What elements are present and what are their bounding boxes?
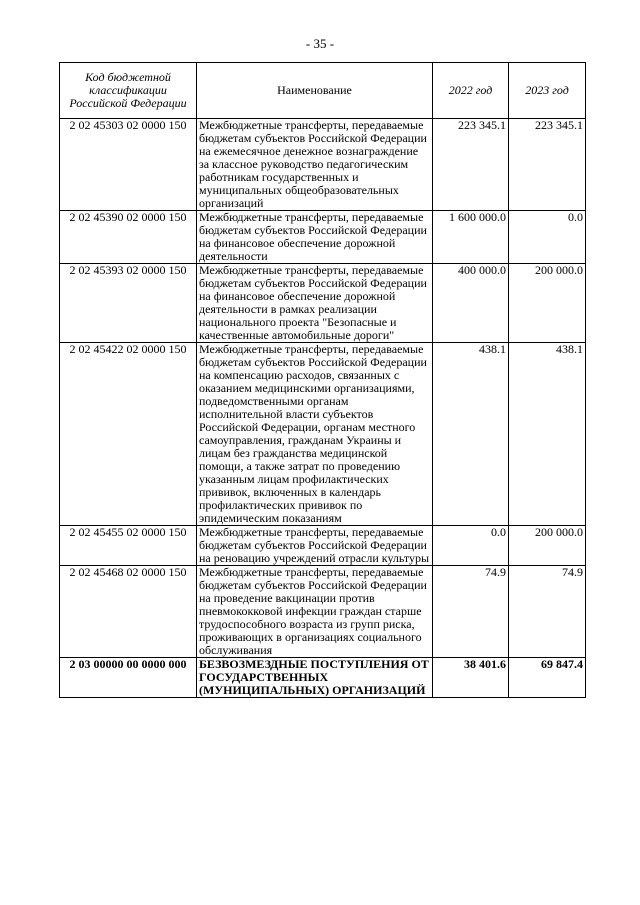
header-code: Код бюджетной классификации Российской Федерации [60, 63, 197, 119]
row-value-2022: 38 401.6 [433, 658, 509, 698]
row-value-2023: 223 345.1 [509, 119, 586, 211]
table-row [60, 211, 586, 264]
table-row [60, 119, 586, 211]
row-code: 2 02 45393 02 0000 150 [60, 264, 197, 343]
header-2022: 2022 год [433, 63, 509, 119]
row-name: Межбюджетные трансферты, передаваемые бюджетам субъектов Российской Федерации на ежемесячное денежное вознаграждение за классное руководство педагогическим работникам государственных и муниципальных общеобразовательных организаций [197, 119, 433, 211]
page-number: - 35 - [305, 36, 335, 51]
row-value-2022: 438.1 [433, 343, 509, 526]
table-row-total [60, 658, 586, 698]
row-code: 2 02 45390 02 0000 150 [60, 211, 197, 264]
budget-table [59, 62, 586, 698]
row-name: Межбюджетные трансферты, передаваемые бюджетам субъектов Российской Федерации на компенсацию расходов, связанных с оказанием медицинскими организациями, подведомственными органам исполнительной власти субъектов Российской Федерации, органам местного самоуправления, гражданам Украины и лицам без гражданства медицинской помощи, а также затрат по проведению указанным лицам профилактических прививок, включенных в календарь профилактических прививок по эпидемическим показаниям [197, 343, 433, 526]
row-value-2023: 438.1 [509, 343, 586, 526]
row-name: Межбюджетные трансферты, передаваемые бюджетам субъектов Российской Федерации на финансовое обеспечение дорожной деятельности [197, 211, 433, 264]
row-name: БЕЗВОЗМЕЗДНЫЕ ПОСТУПЛЕНИЯ ОТ ГОСУДАРСТВЕННЫХ (МУНИЦИПАЛЬНЫХ) ОРГАНИЗАЦИЙ [197, 658, 433, 698]
row-value-2023: 74.9 [509, 566, 586, 658]
row-value-2023: 69 847.4 [509, 658, 586, 698]
table-row [60, 566, 586, 658]
header-name: Наименование [197, 63, 433, 119]
row-value-2023: 200 000.0 [509, 264, 586, 343]
table-row [60, 526, 586, 566]
table-header-row [60, 63, 586, 119]
row-value-2023: 200 000.0 [509, 526, 586, 566]
row-value-2022: 74.9 [433, 566, 509, 658]
row-value-2022: 400 000.0 [433, 264, 509, 343]
row-value-2023: 0.0 [509, 211, 586, 264]
row-name: Межбюджетные трансферты, передаваемые бюджетам субъектов Российской Федерации на реновацию учреждений отрасли культуры [197, 526, 433, 566]
row-name: Межбюджетные трансферты, передаваемые бюджетам субъектов Российской Федерации на проведение вакцинации против пневмококковой инфекции граждан старше трудоспособного возраста из групп риска, проживающих в организациях социального обслуживания [197, 566, 433, 658]
row-code: 2 03 00000 00 0000 000 [60, 658, 197, 698]
row-value-2022: 223 345.1 [433, 119, 509, 211]
row-value-2022: 0.0 [433, 526, 509, 566]
table-row [60, 264, 586, 343]
row-value-2022: 1 600 000.0 [433, 211, 509, 264]
row-code: 2 02 45303 02 0000 150 [60, 119, 197, 211]
row-code: 2 02 45455 02 0000 150 [60, 526, 197, 566]
row-code: 2 02 45468 02 0000 150 [60, 566, 197, 658]
table-row [60, 343, 586, 526]
row-code: 2 02 45422 02 0000 150 [60, 343, 197, 526]
header-2023: 2023 год [509, 63, 586, 119]
row-name: Межбюджетные трансферты, передаваемые бюджетам субъектов Российской Федерации на финансовое обеспечение дорожной деятельности в рамках реализации национального проекта "Безопасные и качественные автомобильные дороги" [197, 264, 433, 343]
